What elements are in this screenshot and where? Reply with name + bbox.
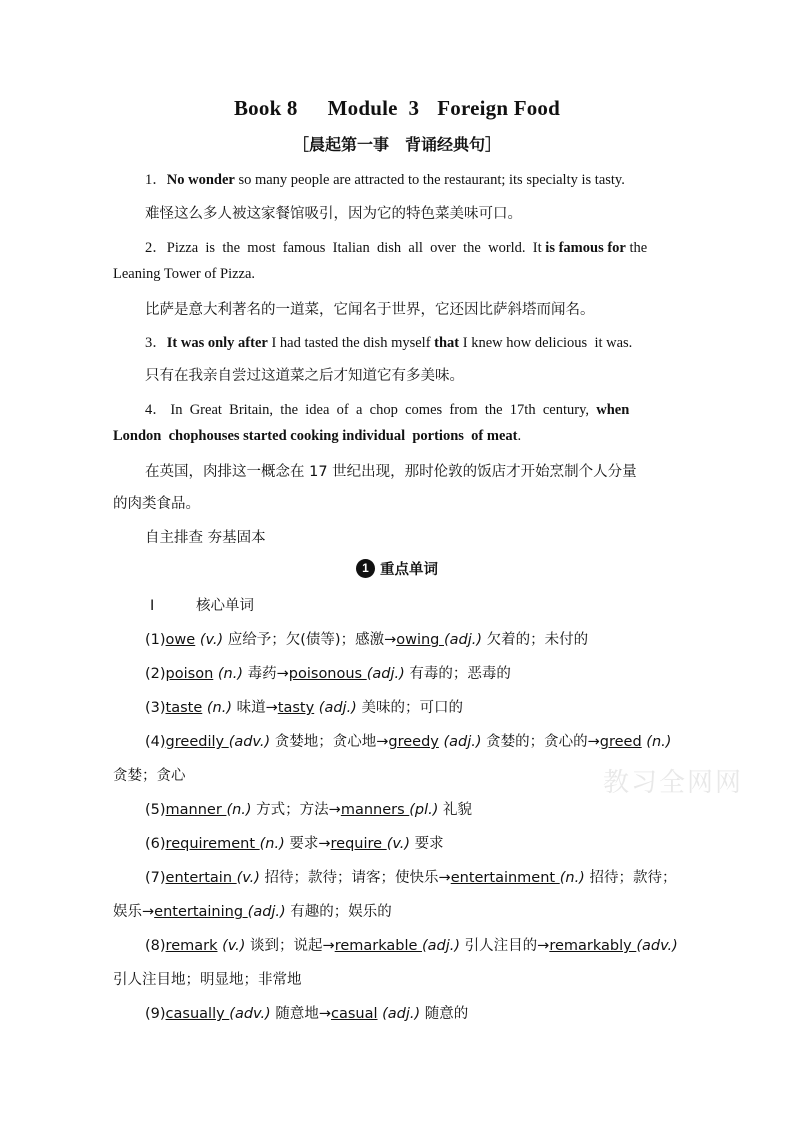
sentence-2-en-line2: Leaning Tower of Pizza. [113, 266, 256, 282]
sentence-period: . [517, 428, 522, 444]
vocab-word: greedily [165, 734, 229, 750]
vocab-derived: poisonous [288, 666, 367, 682]
vocab-word: owe [165, 632, 196, 648]
sentence-3-en [145, 331, 632, 352]
key-phrase: It was only after [166, 335, 268, 351]
vocab-derived: remarkable [334, 938, 423, 954]
sentence-4-en-line2 [113, 428, 521, 445]
key-phrase: is famous for [545, 240, 626, 256]
sentence-text: so many people are attracted to the restaurant; its specialty is tasty. [234, 172, 625, 188]
sentence-number: 2． [145, 240, 167, 256]
sentence-2-en [145, 236, 647, 257]
sentence-2-zh: 比萨是意大利著名的一道菜，它闻名于世界，它还因比萨斜塔而闻名。 [145, 302, 595, 318]
vocab-derived: manners [340, 802, 410, 818]
sentence-number: 4． [145, 402, 167, 418]
vocab-derived: greedy [388, 734, 439, 750]
sentence-text-end: I knew how delicious it was. [459, 335, 633, 351]
vocab-item-4-line2: 贪婪；贪心 [113, 768, 186, 784]
vocab-item-5: (5)manner (n.) 方式；方法→manners (pl.) 礼貌 [145, 802, 473, 818]
sentence-4-zh-line2: 的肉类食品。 [113, 496, 200, 512]
vocab-item-8: (8)remark (v.) 谈到；说起→remarkable (adj.) 引人注目的→remarkably (adv.) [145, 938, 678, 954]
sentence-text: Pizza is the most famous Italian dish all over the world. It [166, 240, 546, 256]
vocab-derived-2: remarkably [549, 938, 637, 954]
title-topic: Foreign Food [437, 96, 561, 120]
vocab-word: manner [165, 802, 227, 818]
roman-numeral: Ⅰ [150, 598, 155, 614]
vocab-item-7: (7)entertain (v.) 招待；款待；请客；使快乐→entertainment (n.) 招待；款待； [145, 870, 677, 886]
vocab-word: remark [165, 938, 218, 954]
section-title: 重点单词 [380, 562, 438, 578]
part-heading [150, 594, 254, 615]
sentence-text: I had tasted the dish myself [267, 335, 435, 351]
vocab-item-7-line2: 娱乐→entertaining (adj.) 有趣的；娱乐的 [113, 904, 392, 920]
vocab-derived: casual [330, 1006, 378, 1022]
sentence-text: In Great Britain, the idea of a chop comes from the 17th century, [166, 402, 597, 418]
watermark: 教习全网网 [603, 768, 744, 798]
vocab-item-1: (1)owe (v.) 应给予；欠(债等)；感激→owing (adj.) 欠着的；未付的 [145, 632, 589, 648]
key-phrase: when [596, 402, 630, 418]
vocab-derived: entertainment [450, 870, 560, 886]
number-badge: 1 [356, 559, 375, 578]
sentence-4-zh: 在英国，肉排这一概念在 17 世纪出现，那时伦敦的饭店才开始烹制个人分量 [145, 464, 637, 480]
vocab-word: taste [165, 700, 203, 716]
vocab-derived-2: entertaining [154, 904, 248, 920]
vocab-item-2: (2)poison (n.) 毒药→poisonous (adj.) 有毒的；恶毒的 [145, 666, 511, 682]
key-phrase: No wonder [166, 172, 235, 188]
sentence-1-en [145, 168, 625, 189]
title-module: Module 3 [327, 96, 420, 120]
vocab-item-9: (9)casually (adv.) 随意地→casual (adj.) 随意的 [145, 1006, 469, 1022]
vocab-word: poison [165, 666, 214, 682]
vocab-item-3: (3)taste (n.) 味道→tasty (adj.) 美味的；可口的 [145, 700, 463, 716]
vocab-derived: tasty [277, 700, 315, 716]
vocab-derived: owing [396, 632, 444, 648]
sentence-3-zh: 只有在我亲自尝过这道菜之后才知道它有多美味。 [145, 368, 464, 384]
key-words-heading [0, 558, 794, 579]
key-phrase-2: that [434, 335, 460, 351]
sentence-4-en [145, 398, 629, 419]
vocab-word: requirement [165, 836, 260, 852]
title-book: Book 8 [233, 96, 298, 120]
vocab-derived-2: greed [599, 734, 642, 750]
vocab-word: entertain [165, 870, 237, 886]
part-label: 核心单词 [196, 598, 254, 614]
vocab-item-8-line2: 引人注目地；明显地；非常地 [113, 972, 302, 988]
vocab-word: casually [165, 1006, 230, 1022]
sentence-1-zh: 难怪这么多人被这家餐馆吸引，因为它的特色菜美味可口。 [145, 206, 522, 222]
vocab-item-4: (4)greedily (adv.) 贪婪地；贪心地→greedy (adj.) 贪婪的；贪心的→greed (n.) [145, 734, 672, 750]
vocab-item-6: (6)requirement (n.) 要求→require (v.) 要求 [145, 836, 444, 852]
section-subtitle: ［晨起第一事 背诵经典句］ [292, 135, 501, 154]
page-title [0, 96, 794, 121]
sentence-text-end: the [625, 240, 648, 256]
sentence-number: 3． [145, 335, 167, 351]
self-study-heading: 自主排查 夯基固本 [145, 530, 266, 546]
vocab-derived: require [330, 836, 387, 852]
sentence-number: 1． [145, 172, 167, 188]
key-phrase-continued: London chophouses started cooking individual portions of meat [113, 428, 518, 444]
